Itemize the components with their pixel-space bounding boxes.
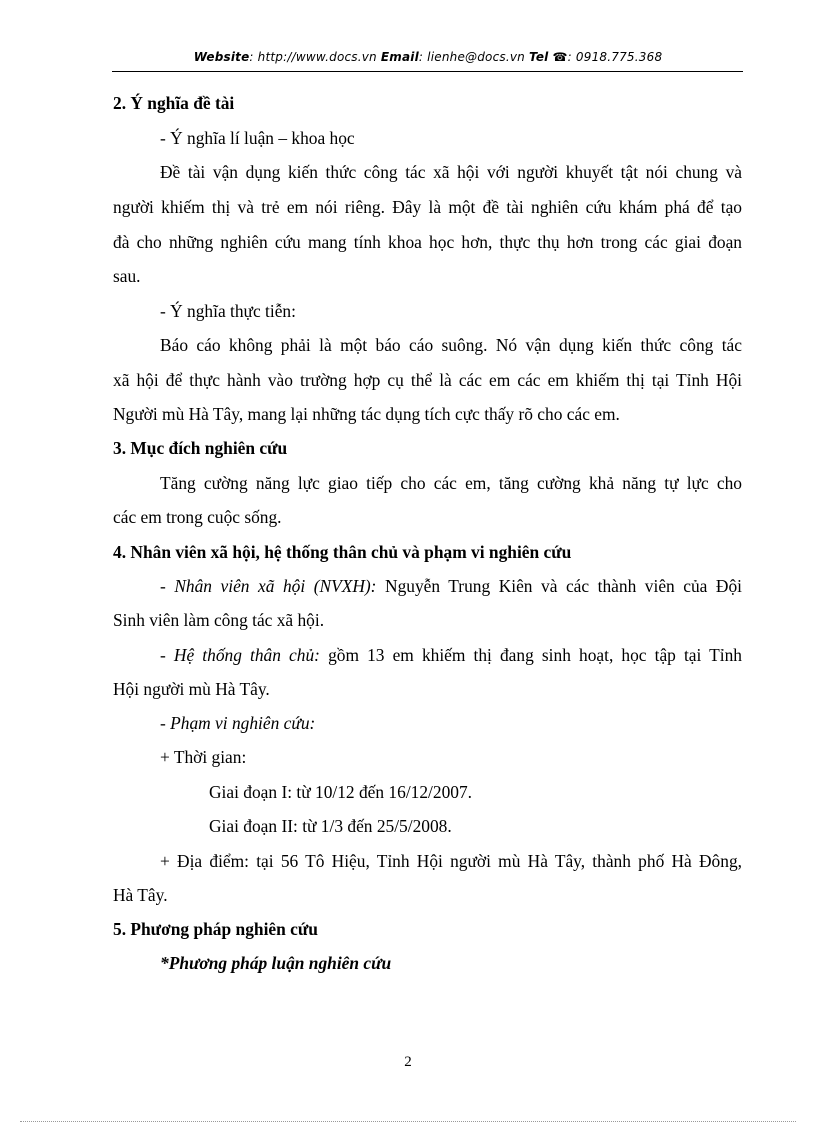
client-system-label: - Hệ thống thân chủ: xyxy=(160,645,320,665)
social-worker-label: - Nhân viên xã hội (NVXH): xyxy=(160,576,377,596)
s4-scope-label: - Phạm vi nghiên cứu: xyxy=(160,713,316,733)
page-number: 2 xyxy=(404,1054,412,1070)
s4-time-label: + Thời gian: xyxy=(160,747,247,767)
s4-phase-1: Giai đoạn I: từ 10/12 đến 16/12/2007. xyxy=(209,782,473,802)
section-3-heading: 3. Mục đích nghiên cứu xyxy=(113,438,288,458)
s3-paragraph-line-1: Tăng cường năng lực giao tiếp cho các em, tăng cường khả năng tự lực cho xyxy=(160,473,742,493)
section-5-heading: 5. Phương pháp nghiên cứu xyxy=(113,919,318,939)
section-2-heading: 2. Ý nghĩa đề tài xyxy=(113,93,235,113)
page-header xyxy=(113,50,743,64)
s2-paragraph-1-line-4: sau. xyxy=(113,266,141,286)
section-4-heading: 4. Nhân viên xã hội, hệ thống thân chủ và phạm vi nghiên cứu xyxy=(113,542,572,562)
s2-paragraph-1-line-2: người khiếm thị và trẻ em nói riêng. Đây là một đề tài nghiên cứu khám phá để tạo xyxy=(113,197,742,217)
section-5-subheading: *Phương pháp luận nghiên cứu xyxy=(160,953,392,973)
section-2-sub-practice: - Ý nghĩa thực tiễn: xyxy=(160,301,296,321)
s2-paragraph-2-line-3: Người mù Hà Tây, mang lại những tác dụng tích cực thấy rõ cho các em. xyxy=(113,404,620,424)
s2-paragraph-1-line-3: đà cho những nghiên cứu mang tính khoa học hơn, thực thụ hơn trong các giai đoạn xyxy=(113,232,742,252)
section-2-sub-theory: - Ý nghĩa lí luận – khoa học xyxy=(160,128,355,148)
email-value[interactable]: : lienhe@docs.vn xyxy=(418,50,525,64)
s2-paragraph-1-line-1: Đề tài vận dụng kiến thức công tác xã hội với người khuyết tật nói chung và xyxy=(160,162,742,182)
s4-phase-2: Giai đoạn II: từ 1/3 đến 25/5/2008. xyxy=(209,816,452,836)
s2-paragraph-2-line-2: xã hội để thực hành vào trường hợp cụ thể là các em các em khiếm thị tại Tỉnh Hội xyxy=(113,370,742,390)
tel-label: Tel xyxy=(528,50,549,64)
page-bottom-border xyxy=(20,1121,796,1122)
s4-social-worker-line-2: Sinh viên làm công tác xã hội. xyxy=(113,610,325,630)
s3-paragraph-line-2: các em trong cuộc sống. xyxy=(113,507,282,527)
s2-paragraph-2-line-1: Báo cáo không phải là một báo cáo suông. Nó vận dụng kiến thức công tác xyxy=(160,335,742,355)
s4-client-system-line-1 xyxy=(160,644,742,666)
tel-value: : 0918.775.368 xyxy=(567,50,663,64)
phone-icon: ☎ xyxy=(552,50,568,64)
website-value[interactable]: : http://www.docs.vn xyxy=(249,50,377,64)
s4-client-system-line-2: Hội người mù Hà Tây. xyxy=(113,679,270,699)
s4-place-line-2: Hà Tây. xyxy=(113,885,168,905)
client-system-text: gồm 13 em khiếm thị đang sinh hoạt, học tập tại Tỉnh xyxy=(319,645,742,665)
s4-social-worker-line-1 xyxy=(160,575,742,597)
social-worker-text: Nguyễn Trung Kiên và các thành viên của Đội xyxy=(376,576,743,596)
s4-place-line-1: + Địa điểm: tại 56 Tô Hiệu, Tỉnh Hội người mù Hà Tây, thành phố Hà Đông, xyxy=(160,851,742,871)
email-label: Email xyxy=(380,50,419,64)
header-divider xyxy=(112,71,743,72)
website-label: Website xyxy=(193,50,250,64)
